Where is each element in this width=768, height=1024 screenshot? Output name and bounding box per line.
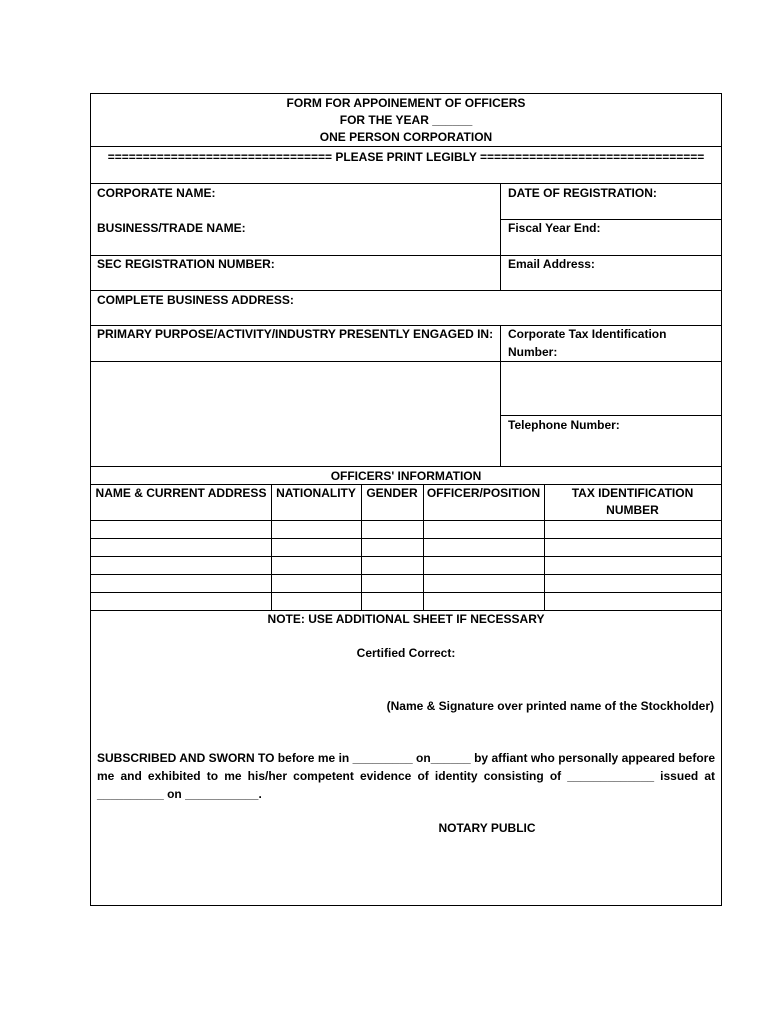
corporate-tin-label-cont: Number: (508, 345, 558, 359)
primary-purpose-label: PRIMARY PURPOSE/ACTIVITY/INDUSTRY PRESENTLY ENGAGED IN: (97, 327, 494, 341)
divider (91, 361, 721, 362)
col-header-nationality: NATIONALITY (276, 486, 356, 500)
col-header-tax-identification: TAX IDENTIFICATION (571, 486, 694, 500)
divider (500, 255, 501, 290)
date-of-registration-label: DATE OF REGISTRATION: (508, 186, 657, 200)
sworn-statement: SUBSCRIBED AND SWORN TO before me in _________ on______ by affiant who personally appeared before me and exhibited to me his/her competent evidence of identity consisting of _____________ issued at __________ on ___________. (97, 751, 715, 801)
table-row (91, 592, 721, 593)
corporate-name-label: CORPORATE NAME: (97, 186, 216, 200)
sec-registration-number-label: SEC REGISTRATION NUMBER: (97, 257, 275, 271)
divider (500, 325, 501, 466)
col-header-gender: GENDER (366, 486, 418, 500)
appointment-of-officers-form (90, 93, 722, 906)
form-subtitle: ONE PERSON CORPORATION (319, 130, 493, 144)
form-title: FORM FOR APPOINEMENT OF OFFICERS (286, 96, 526, 110)
table-row (91, 538, 721, 539)
certified-correct-label: Certified Correct: (356, 646, 456, 660)
form-year-line: FOR THE YEAR ______ (339, 113, 473, 127)
divider (500, 183, 501, 219)
fiscal-year-end-label: Fiscal Year End: (508, 221, 601, 235)
print-legibly-notice: ================================ PLEASE PRINT LEGIBLY ================================ (107, 150, 705, 164)
additional-sheet-note: NOTE: USE ADDITIONAL SHEET IF NECESSARY (267, 612, 545, 626)
divider (91, 290, 721, 291)
col-header-tax-identification-cont: NUMBER (606, 503, 659, 517)
divider (500, 415, 721, 416)
signature-line-label: (Name & Signature over printed name of the Stockholder) (386, 699, 714, 713)
divider (91, 183, 721, 184)
complete-business-address-label: COMPLETE BUSINESS ADDRESS: (97, 293, 294, 307)
telephone-number-label: Telephone Number: (508, 418, 620, 432)
corporate-tin-label: Corporate Tax Identification (508, 327, 667, 341)
divider (500, 219, 501, 255)
officers-information-title: OFFICERS' INFORMATION (330, 469, 482, 483)
table-row (91, 574, 721, 575)
notary-public-label: NOTARY PUBLIC (438, 821, 536, 835)
business-trade-name-label: BUSINESS/TRADE NAME: (97, 221, 246, 235)
divider (91, 466, 721, 467)
divider (91, 146, 721, 147)
table-row (91, 556, 721, 557)
col-header-name-address: NAME & CURRENT ADDRESS (95, 486, 267, 500)
email-address-label: Email Address: (508, 257, 595, 271)
col-header-officer-position: OFFICER/POSITION (426, 486, 541, 500)
table-row (91, 520, 721, 521)
